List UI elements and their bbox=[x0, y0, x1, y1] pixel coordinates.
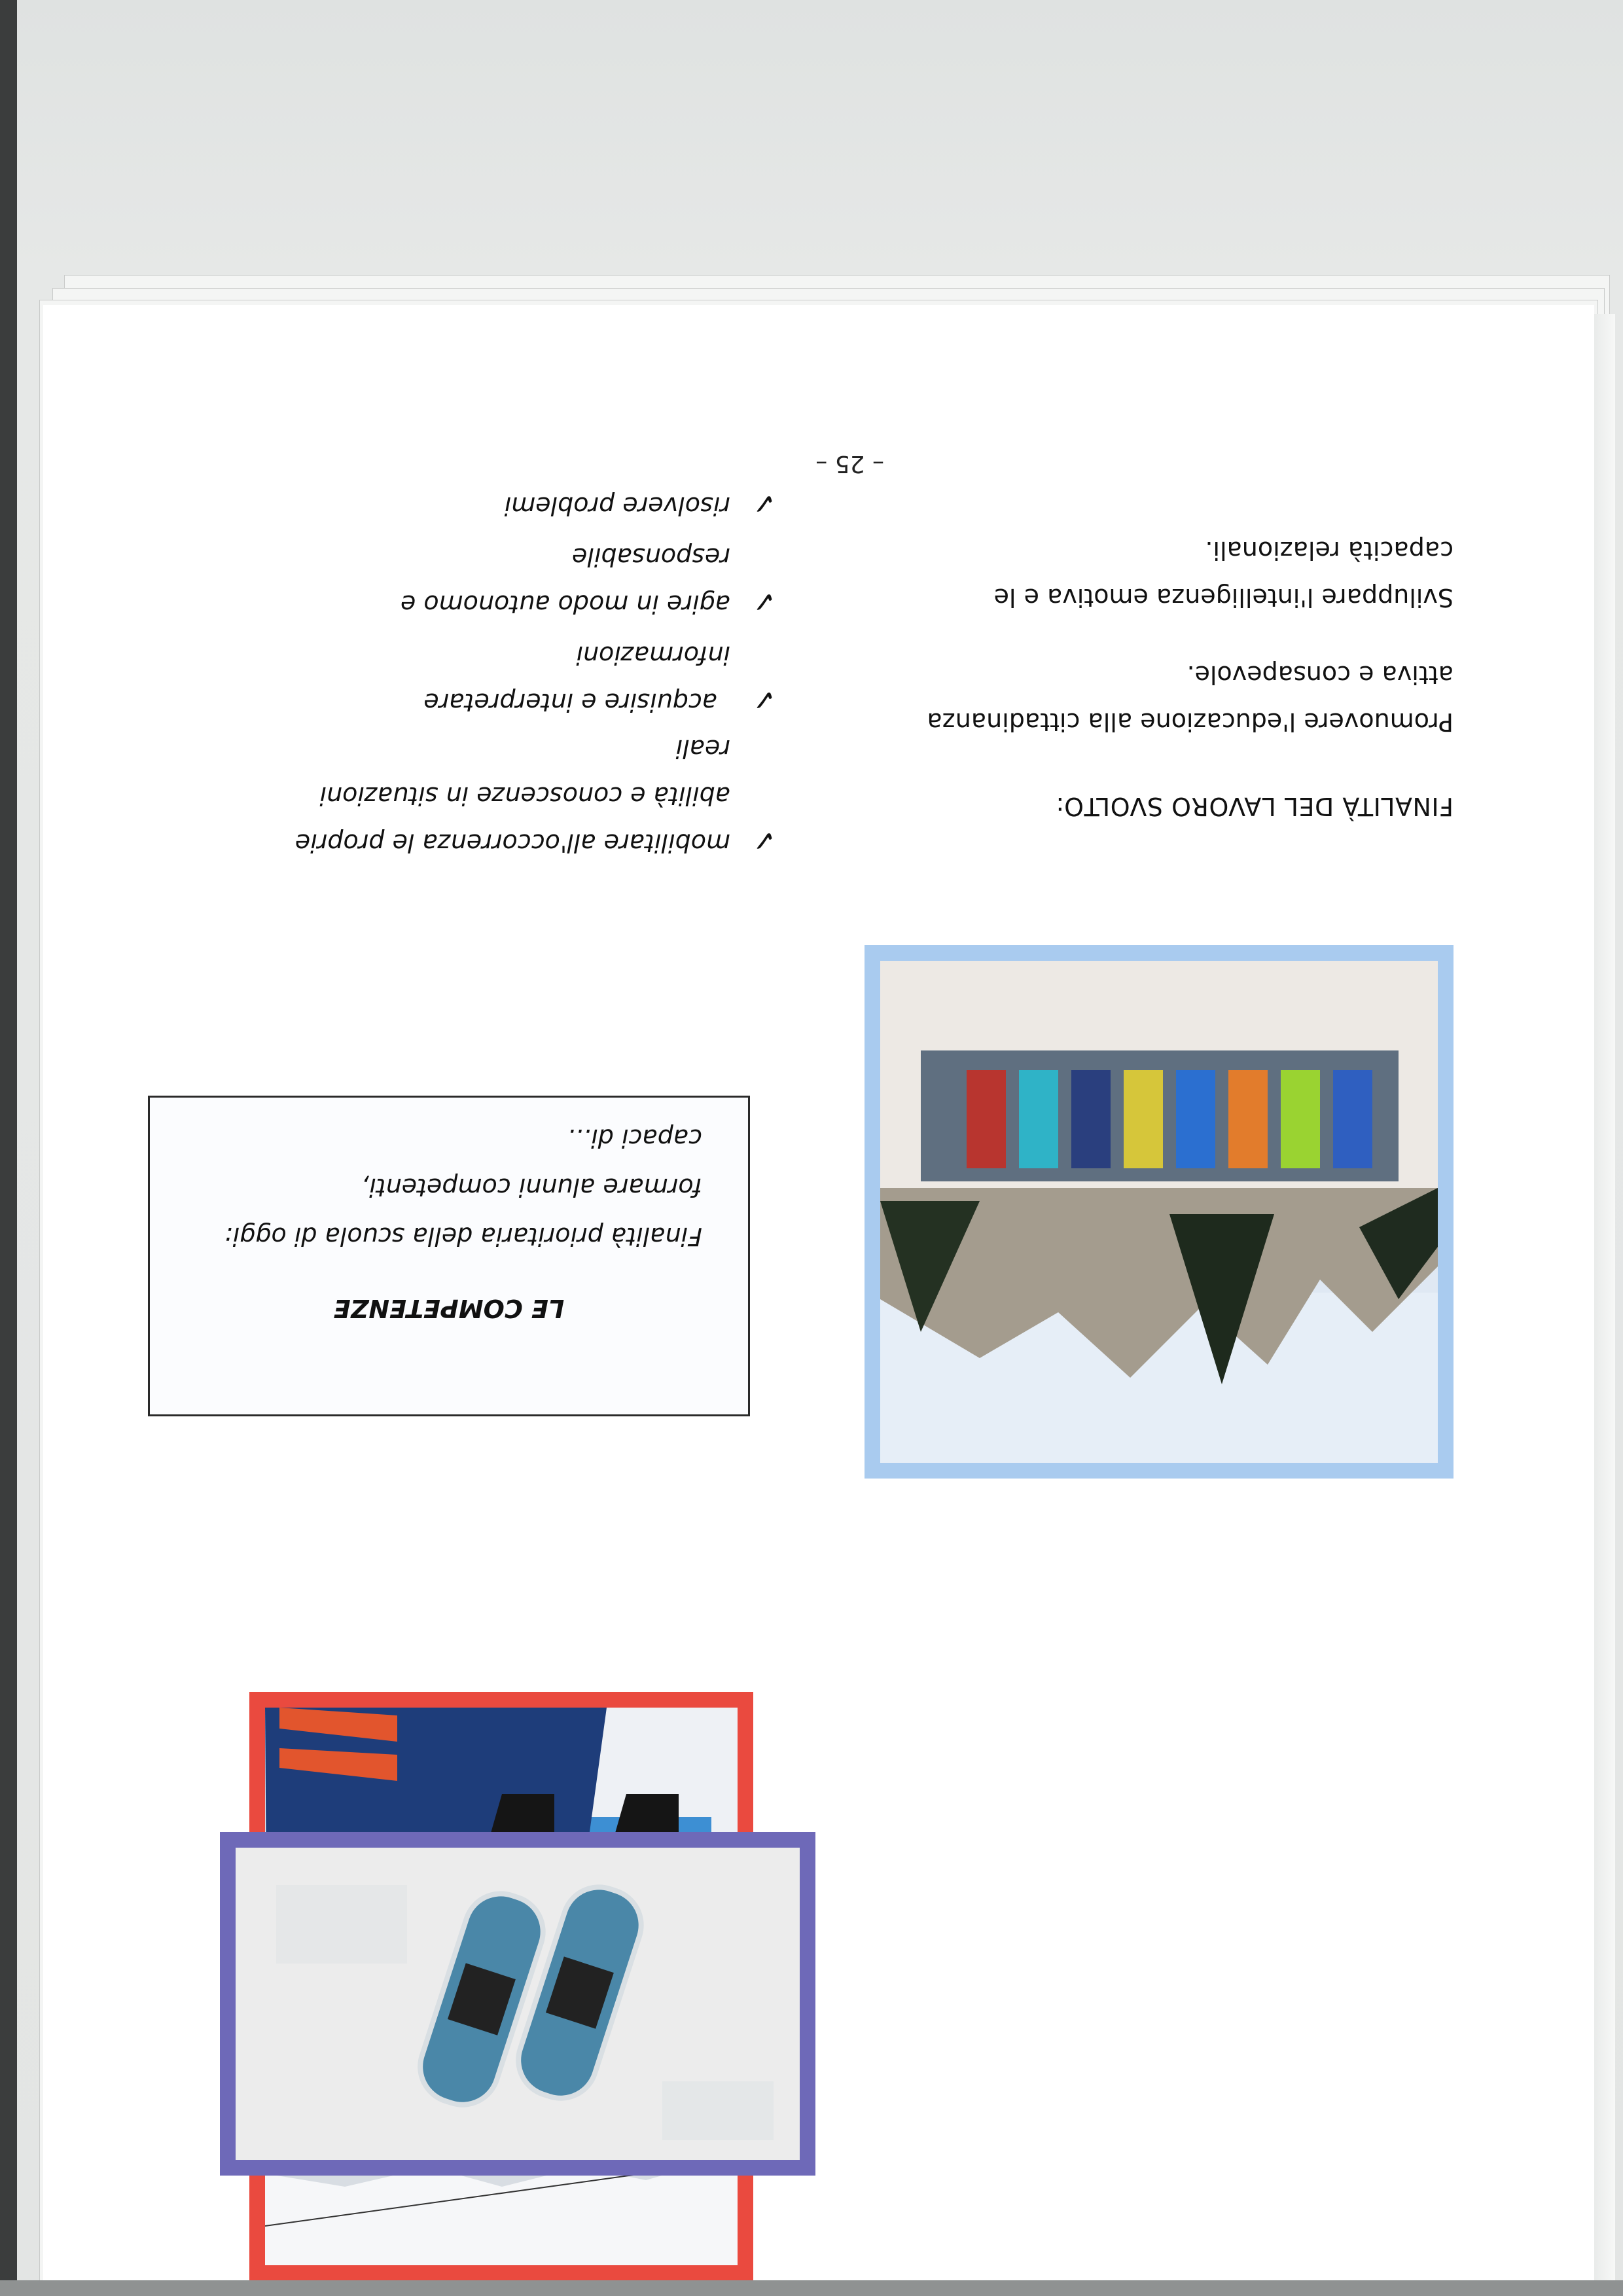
check-icon: ✓ bbox=[752, 823, 776, 857]
page-fold-strip bbox=[1594, 314, 1615, 2280]
finalita-title: FINALITÀ DEL LAVORO SVOLTO: bbox=[1055, 792, 1454, 821]
box-line: capaci di... bbox=[567, 1124, 702, 1153]
list-item: informazioni bbox=[576, 641, 730, 670]
list-item: mobilitare all'occorrenza le proprie bbox=[294, 829, 730, 857]
finalita-paragraph bbox=[927, 651, 1454, 745]
box-title: LE COMPETENZE bbox=[333, 1294, 565, 1323]
check-icon: ✓ bbox=[752, 486, 776, 520]
finalita-line: capacità relazionali. bbox=[1205, 536, 1454, 565]
photo-snowshoes bbox=[220, 1832, 815, 2176]
box-line: formare alunni competenti, bbox=[361, 1173, 702, 1202]
group-snow-image bbox=[880, 961, 1438, 1463]
check-icon: ✓ bbox=[752, 584, 776, 618]
finalita-paragraph bbox=[994, 527, 1454, 621]
finalita-line: attiva e consapevole. bbox=[1186, 660, 1454, 689]
check-icon: ✓ bbox=[752, 683, 776, 716]
list-item: responsabile bbox=[572, 543, 730, 571]
page-number: – 25 – bbox=[815, 450, 884, 477]
scanner-bottom-edge bbox=[0, 2280, 1623, 2296]
snowshoes-image bbox=[236, 1848, 800, 2160]
finalita-line: Sviluppare l'intelligenza emotiva e le bbox=[993, 583, 1454, 612]
list-item: risolvere problemi bbox=[504, 492, 730, 520]
list-item: agire in modo autonomo e bbox=[400, 590, 730, 619]
finalita-line: Promuovere l'educazione alla cittadinanza bbox=[927, 708, 1454, 736]
photo-group-snow bbox=[865, 945, 1454, 1479]
list-item: reali bbox=[675, 734, 730, 763]
competenze-box bbox=[148, 1096, 750, 1416]
scanner-left-edge bbox=[0, 0, 17, 2296]
list-item: acquisire e interpretare bbox=[423, 688, 717, 717]
box-line: Finalità prioritaria della scuola di oggi: bbox=[224, 1222, 702, 1251]
list-item: abilità e conoscenze in situazioni bbox=[319, 781, 730, 810]
page-content-rotated bbox=[43, 305, 1594, 2280]
scanned-page bbox=[43, 305, 1594, 2280]
